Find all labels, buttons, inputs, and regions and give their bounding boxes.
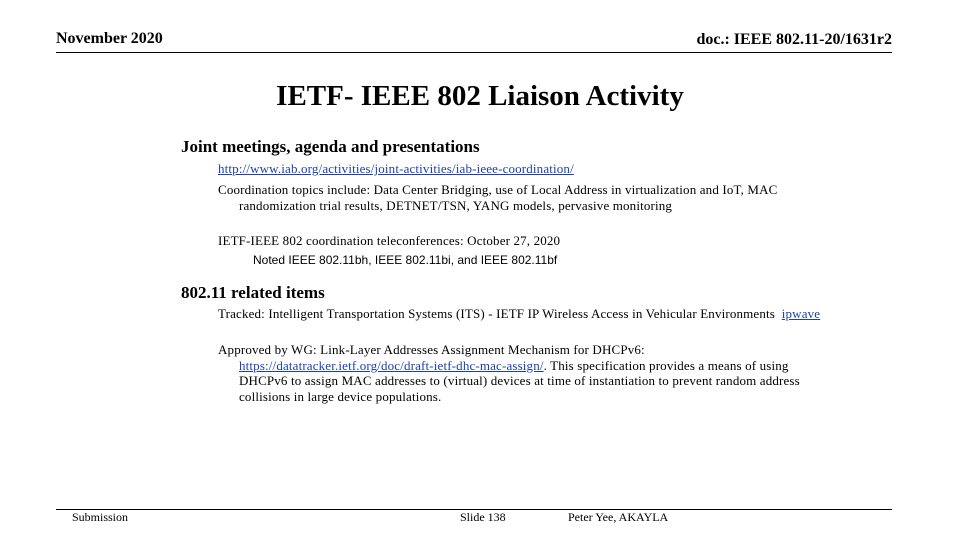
footer-author: Peter Yee, AKAYLA [568,510,669,524]
footer-slide-number: Slide 138 [460,510,506,524]
section-heading-joint-meetings: Joint meetings, agenda and presentations [181,137,480,156]
dhc-mac-assign-link[interactable]: https://datatracker.ietf.org/doc/draft-ietf-dhc-mac-assign/ [239,357,544,373]
bullet-tracked [218,306,829,322]
sub-bullet-noted: Noted IEEE 802.11bh, IEEE 802.11bi, and IEEE 802.11bf [253,253,558,267]
iab-coordination-link[interactable]: http://www.iab.org/activities/joint-activities/iab-ieee-coordination/ [218,161,574,176]
bullet-approved [218,342,829,404]
bullet-coordination-topics: Coordination topics include: Data Center Bridging, use of Local Address in virtualization and IoT, MAC randomization trial results, DETNET/TSN, YANG models, pervasive monitoring [218,182,778,213]
slide-title: IETF- IEEE 802 Liaison Activity [276,80,684,112]
bullet-teleconferences: IETF-IEEE 802 coordination teleconferences: October 27, 2020 [218,233,561,248]
ipwave-link[interactable]: ipwave [781,306,821,321]
header-date: November 2020 [56,30,163,47]
approved-text: Approved by WG: Link-Layer Addresses Assignment Mechanism for DHCPv6: [218,342,645,357]
bullet-link [218,161,829,177]
header-doc-id: doc.: IEEE 802.11-20/1631r2 [696,31,892,48]
section-heading-related-items: 802.11 related items [181,283,325,302]
tracked-text: Tracked: Intelligent Transportation Systems (ITS) - IETF IP Wireless Access in Vehicular Environments [218,306,775,321]
approved-description: . This specification provides a means of using DHCPv6 to assign MAC addresses to (virtual) devices at time of instantiation to prevent random address collisions in large device populations. [239,357,800,404]
footer-submission: Submission [72,510,129,524]
header-divider [56,52,892,53]
